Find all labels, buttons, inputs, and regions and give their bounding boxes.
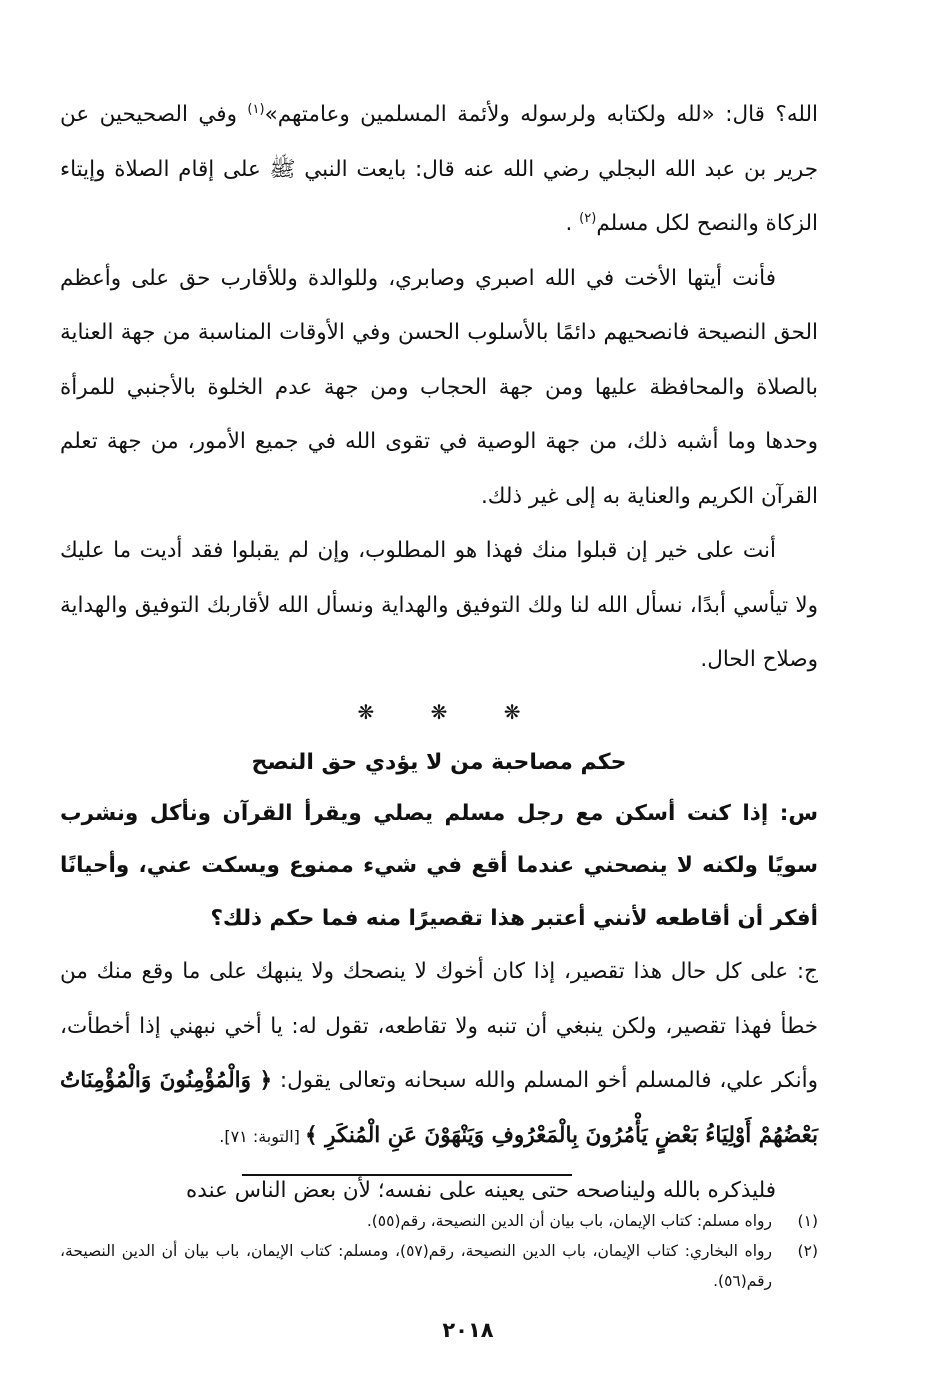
footnotes: [60, 1206, 818, 1296]
footnote-ref-2: (٢): [579, 210, 597, 226]
section-heading: حكم مصاحبة من لا يؤدي حق النصح: [251, 749, 627, 775]
footnote-text: رواه مسلم: كتاب الإيمان، باب بيان أن الدين النصيحة، رقم(٥٥).: [366, 1212, 772, 1230]
answer-text: ج: على كل حال هذا تقصير، إذا كان أخوك لا ينصحك ولا ينبهك على ما وقع منك من خطأ فهذا تقصير، ولكن ينبغي أن تنبه ولا تقاطعه، تقول له: يا أخي نبهني إذا أخطأت، وأنكر علي، فالمسلم أخو المسلم والله سبحانه وتعالى يقول:: [60, 959, 818, 1093]
paragraph-1-hadith: وفي الصحيحين عن جرير بن عبد الله البجلي رضي الله عنه قال: بايعت النبي ﷺ على إقام الصلاة وإيتاء الزكاة والنصح لكل مسلم: [60, 102, 818, 236]
question-text: س: إذا كنت أسكن مع رجل مسلم يصلي ويقرأ القرآن ونأكل ونشرب سويًا ولكنه لا ينصحني عندما أقع في شيء ممنوع ويسكت عني، وأحيانًا أفكر أن أقاطعه لأنني أعتبر هذا تقصيرًا منه فما حكم ذلك؟: [60, 800, 818, 931]
answer-paragraph: [60, 945, 818, 1164]
footnote-number: (١): [797, 1212, 818, 1230]
paragraph-last: فليذكره بالله وليناصحه حتى يعينه على نفسه؛ لأن بعض الناس عنده: [186, 1178, 776, 1203]
footnote-text: رواه البخاري: كتاب الإيمان، باب الدين النصيحة، رقم(٥٧)، ومسلم: كتاب الإيمان، باب بيان أن الدين النصيحة، رقم(٥٦).: [60, 1242, 772, 1290]
footnote-1: [60, 1206, 818, 1236]
paragraph-1: [60, 88, 818, 252]
quran-verse: ﴿ وَالْمُؤْمِنُونَ وَالْمُؤْمِنَاتُ بَعْضُهُمْ أَوْلِيَاءُ بَعْضٍ يَأْمُرُونَ بِالْمَعْرُوفِ وَيَنْهَوْنَ عَنِ الْمُنكَرِ ﴾: [60, 1068, 818, 1148]
page-body: [60, 88, 818, 1219]
footnote-number: (٢): [797, 1242, 818, 1260]
footnote-2: [60, 1236, 818, 1296]
paragraph-3: أنت على خير إن قبلوا منك فهذا هو المطلوب، وإن لم يقبلوا فقد أديت ما عليك ولا تيأسي أبدًا، نسأل الله لنا ولك التوفيق والهداية ونسأل الله لأقاربك التوفيق والهداية وصلاح الحال.: [60, 538, 818, 672]
paragraph-1-quote: الله؟ قال: «لله ولكتابه ولرسوله ولأئمة المسلمين وعامتهم»: [264, 102, 818, 127]
paragraph-1-end: .: [565, 211, 580, 236]
footnote-ref-1: (١): [247, 101, 265, 117]
page-number: ٢٠١٨: [442, 1318, 494, 1342]
paragraph-2: فأنت أيتها الأخت في الله اصبري وصابري، وللوالدة وللأقارب حق على وأعظم الحق النصيحة فانصحيهم دائمًا بالأسلوب الحسن وفي الأوقات المناسبة من جهة العناية بالصلاة والمحافظة عليها ومن جهة الحجاب ومن جهة عدم الخلوة بالأجنبي للمرأة وحدها وما أشبه ذلك، من جهة الوصية في تقوى الله في جميع الأمور، من جهة تعلم القرآن الكريم والعناية به إلى غير ذلك.: [60, 265, 818, 509]
footnote-divider: [242, 1174, 572, 1176]
verse-reference: [التوبة: ٧١].: [219, 1126, 305, 1146]
section-separator: ❋ ❋ ❋: [357, 699, 521, 724]
